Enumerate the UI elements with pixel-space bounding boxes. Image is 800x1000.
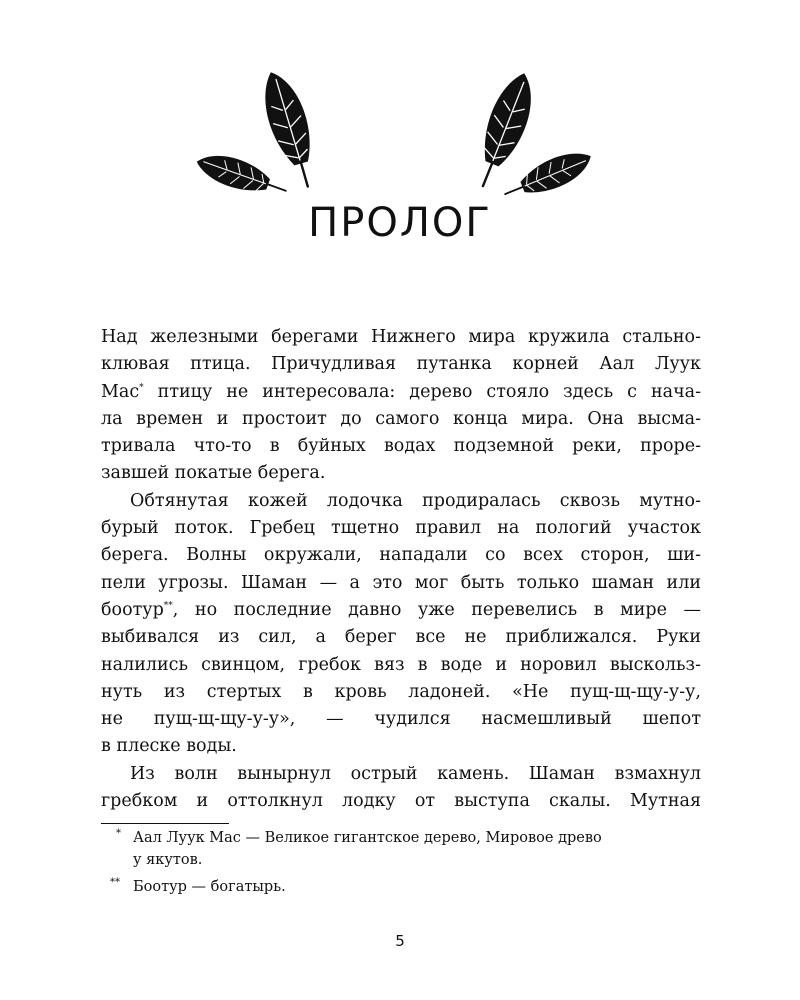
text-line: берега. Волны окружали, нападали со всех сторон, ши- [101,545,701,566]
footnote-line: у якутов. [133,852,203,868]
text-line: в плеске воды. [101,736,237,757]
text-line: Обтянутая кожей лодочка продиралась сквозь мутно- [130,490,701,511]
chapter-title: ПРОЛОГ [308,200,492,246]
page-number: 5 [395,932,405,950]
footnote [101,827,701,871]
text-line: налились свинцом, гребок вяз в воде и норовил выскольз- [101,654,701,675]
footnote-ref: * [139,382,144,393]
text-line: Над железными берегами Нижнего мира кружила стально- [101,327,701,347]
footnote-mark: ** [110,877,120,888]
text-line: бурый поток. Гребец тщетно правил на пологий участок [101,518,701,539]
footnote-line: Боотур — богатырь. [133,879,286,895]
text-line: ла времен и простоит до самого конца мира. Она высма- [101,408,701,429]
text-line: не пущ-щ-щу-у-у», — чудился насмешливый шепот [101,709,701,730]
text-line: боотур**, но последние давно уже перевелись в мире — [101,599,701,620]
text-line: тривала что-то в буйных водах подземной реки, проре- [101,436,701,457]
feather-icon [193,146,291,205]
feather-ornament [0,0,800,220]
footnote [101,876,701,898]
text-line: нуть из стертых в кровь ладоней. «Не пущ-щ-щу-у-у, [101,681,701,702]
feather-icon [499,145,597,207]
text-line: пели угрозы. Шаман — а это мог быть только шаман или [101,572,701,593]
feather-icon [256,66,324,191]
text-line: выбивался из сил, а берег все не приближался. Руки [101,627,701,648]
text-line: Из волн вынырнул острый камень. Шаман взмахнул [130,763,701,784]
footnote-line: Аал Луук Мас — Великое гигантское дерево, Мировое древо [133,830,602,846]
text-line: завшей покатые берега. [101,463,326,484]
footnotes [101,827,701,898]
footnote-ref: ** [163,600,173,611]
text-line: клювая птица. Причудливая путанка корней Аал Луук [101,354,701,375]
text-line: Мас* птицу не интересовала: дерево стояло здесь с нача- [101,381,701,402]
footnote-mark: * [116,828,121,839]
body-text [101,324,701,815]
text-line: гребком и оттолкнул лодку от выступа скалы. Мутная [101,791,701,812]
